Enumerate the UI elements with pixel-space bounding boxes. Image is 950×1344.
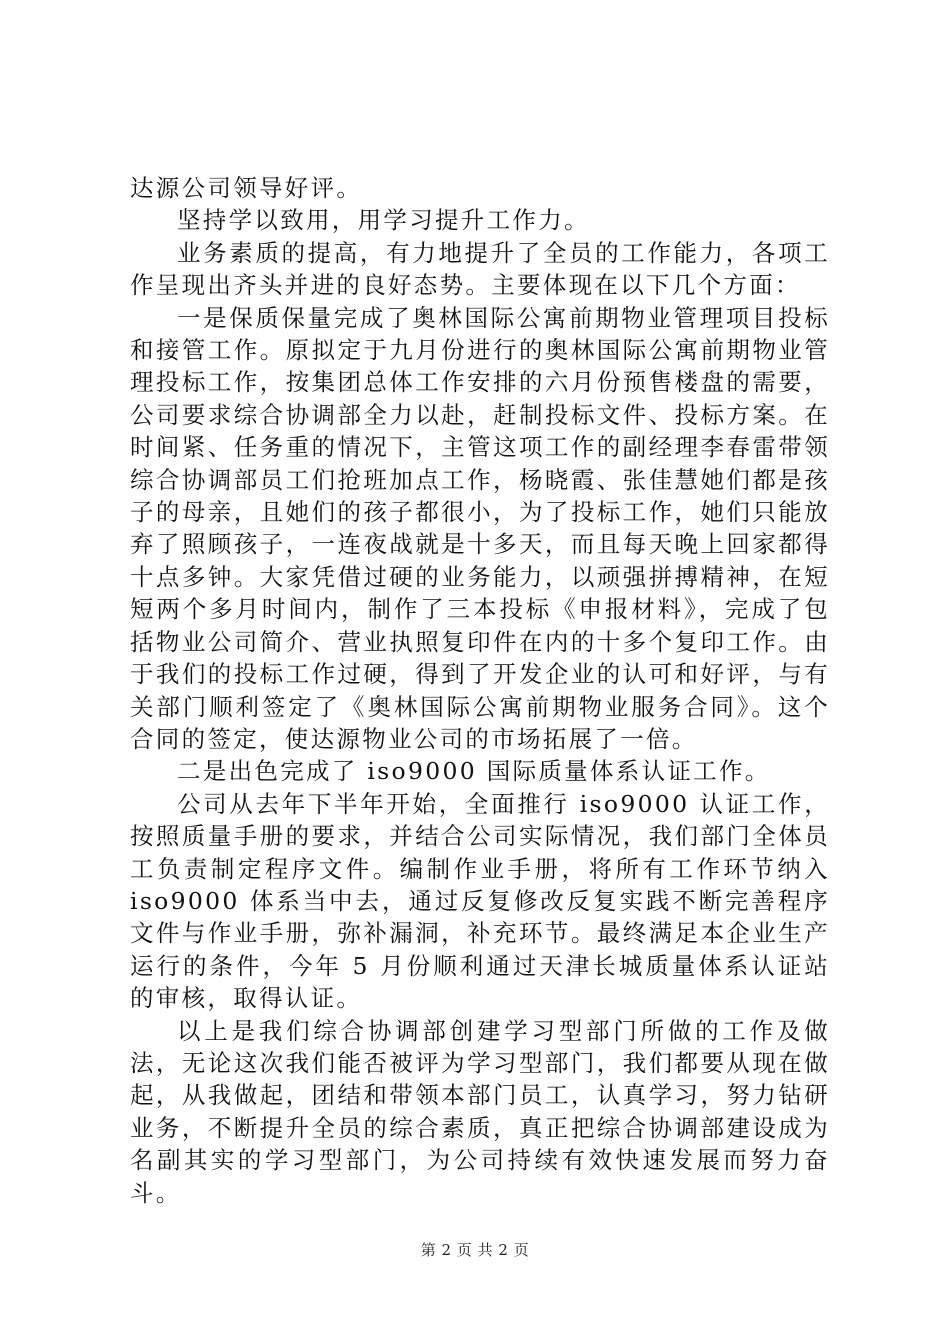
paragraph-business-quality: 业务素质的提高，有力地提升了全员的工作能力，各项工作呈现出齐头并进的良好态势。主要体现在以下几个方面： — [130, 238, 830, 300]
paragraph-iso-heading: 二是出色完成了 iso9000 国际质量体系认证工作。 — [177, 757, 771, 786]
paragraph-bidding-work: 一是保质保量完成了奥林国际公寓前期物业管理项目投标和接管工作。原拟定于九月份进行的奥林国际公寓前期物业管理投标工作，按集团总体工作安排的六月份预售楼盘的需要，公司要求综合协调部全力以赴，赶制投标文件、投标方案。在时间紧、任务重的情况下，主管这项工作的副经理李春雷带领综合协调部员工们抢班加点工作，杨晓霞、张佳慧她们都是孩子的母亲，且她们的孩子都很小，为了投标工作，她们只能放弃了照顾孩子，一连夜战就是十多天，而且每天晚上回家都得十点多钟。大家凭借过硬的业务能力，以顽强拼搏精神，在短短两个多月时间内，制作了三本投标《申报材料》，完成了包括物业公司简介、营业执照复印件在内的十多个复印工作。由于我们的投标工作过硬，得到了开发企业的认可和好评，与有关部门顺利签定了《奥林国际公寓前期物业服务合同》。这个合同的签定，使达源物业公司的市场拓展了一倍。 — [130, 303, 830, 753]
page-number-footer: 第 2 页 共 2 页 — [420, 1241, 530, 1259]
document-body — [130, 172, 830, 1209]
paragraph-continuation: 达源公司领导好评。 — [130, 174, 363, 202]
paragraph-heading-apply-learning: 坚持学以致用，用学习提升工作力。 — [177, 206, 590, 235]
paragraph-iso-details: 公司从去年下半年开始，全面推行 iso9000 认证工作，按照质量手册的要求，并结合公司实际情况，我们部门全体员工负责制定程序文件。编制作业手册，将所有工作环节纳入 iso9000 体系当中去，通过反复修改反复实践不断完善程序文件与作业手册，弥补漏洞，补充环节。最终满足本企业生产运行的条件，今年 5 月份顺利通过天津长城质量体系认证站的审核，取得认证。 — [130, 789, 830, 1013]
paragraph-conclusion: 以上是我们综合协调部创建学习型部门所做的工作及做法，无论这次我们能否被评为学习型部门，我们都要从现在做起，从我做起，团结和带领本部门员工，认真学习，努力钻研业务，不断提升全员的综合素质，真正把综合协调部建设成为名副其实的学习型部门，为公司持续有效快速发展而努力奋斗。 — [130, 1016, 830, 1207]
